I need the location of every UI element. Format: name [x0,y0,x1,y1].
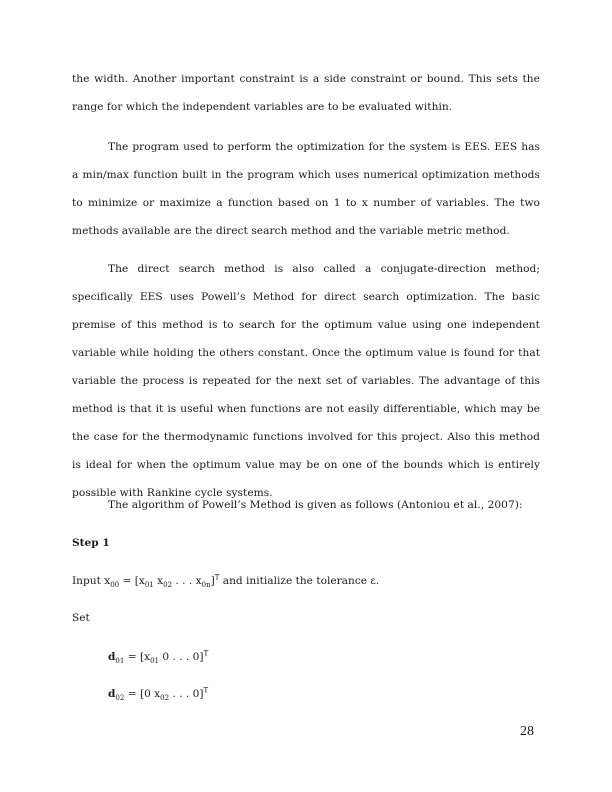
page-number: 28 [520,724,534,739]
set-label: Set [72,612,90,624]
paragraph-program-ees: The program used to perform the optimization for the system is EES. EES has a min/max function built in the program which uses numerical optimization methods to minimize or maximize a function based on 1 to x number of variables. The two methods available are the direct search method and the variable metric method. [72,141,540,237]
paragraph-algorithm-intro: The algorithm of Powell’s Method is given as follows (Antoniou et al., 2007): [108,499,523,511]
d02-equation: $d_{02} = [0$ $x_{02}$ . . . 0]$^T$ [108,686,209,703]
paragraph-direct-search: The direct search method is also called a conjugate-direction method; specifically EES uses Powell’s Method for direct search optimization. The basic premise of this method is to search for the optimum value using one independent variable while holding the others constant. Once the optimum value is found for that variable the process is repeated for the next set of variables. The advantage of this method is that it is useful when functions are not easily differentiable, which may be the case for the thermodynamic functions involved for this project. Also this method is ideal for when the optimum value may be on one of the bounds which is entirely possible with Rankine cycle systems. [72,263,540,499]
d01-equation: $d_{01} = [x_{01}$ 0 . . . 0]$^T$ [108,649,209,666]
step-heading: Step 1 [72,537,110,549]
paragraph-constraints: the width. Another important constraint is a side constraint or bound. This sets the range for which the independent variables are to be evaluated within. [72,73,540,113]
input-line: Input $x_{00} = [x_{01}$ $x_{02}$ . . . $x_{0n}]^T$ and initialize the tolerance ε. [72,573,380,590]
